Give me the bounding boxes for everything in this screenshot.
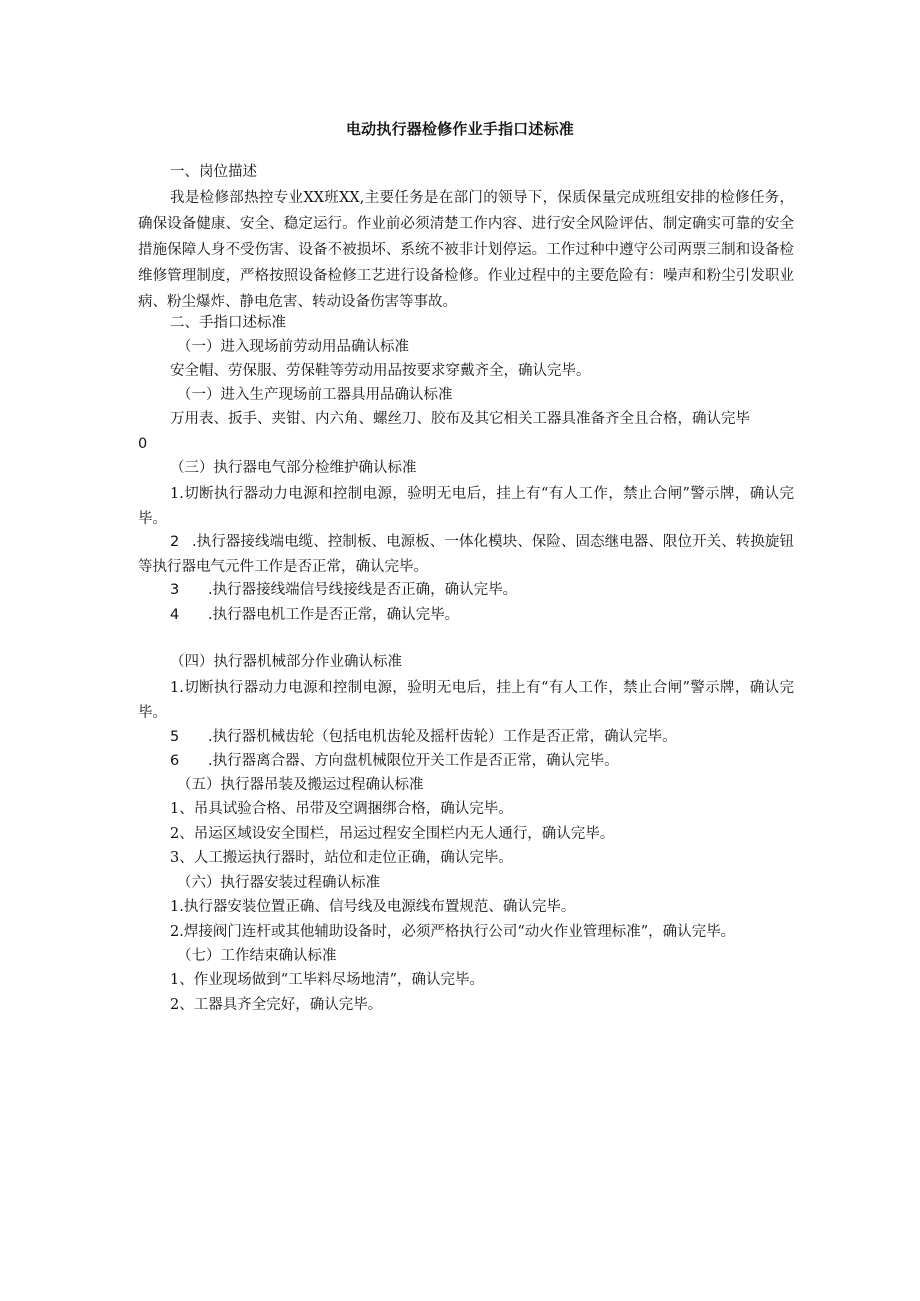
- subsection-3-item-4: .执行器电机工作是否正常，确认完毕。: [208, 607, 460, 623]
- subsection-4-item-1: 1.切断执行器动力电源和控制电源，验明无电后，挂上有“有人工作，禁止合闸”警示牌，确认完毕。: [138, 680, 794, 721]
- subsection-4-item-6-number: 6: [170, 753, 180, 769]
- subsection-5-item-2: 2、吊运区域设安全围栏，吊运过程安全围栏内无人通行，确认完毕。: [170, 826, 615, 842]
- subsection-6-item-1: 1.执行器安装位置正确、信号线及电源线布置规范、确认完毕。: [170, 899, 576, 915]
- section-1-heading: 一、岗位描述: [170, 164, 257, 180]
- subsection-6-item-2: 2.焊接阀门连杆或其他辅助设备时，必须严格执行公司“动火作业管理标准”，确认完毕。: [170, 924, 736, 940]
- subsection-2-line: 万用表、扳手、夹钳、内六角、螺丝刀、胶布及其它相关工器具准备齐全且合格，确认完毕: [170, 411, 750, 427]
- subsection-5-item-3: 3、人工搬运执行器时，站位和走位正确，确认完毕。: [170, 850, 513, 866]
- subsection-2-heading: （一）进入生产现场前工器具用品确认标准: [177, 387, 453, 403]
- subsection-3-item-2: .执行器接线端电缆、控制板、电源板、一体化模块、保险、固态继电器、限位开关、转换旋钮等执行器电气元件工作是否正常，确认完毕。: [138, 534, 794, 575]
- subsection-3-item-3: .执行器接线端信号线接线是否正确，确认完毕。: [208, 582, 518, 598]
- subsection-2-tail: 0: [138, 436, 148, 452]
- subsection-3-item-4-number: 4: [170, 607, 180, 623]
- subsection-7-heading: （七）工作结束确认标准: [177, 948, 337, 964]
- subsection-3-item-1: 1.切断执行器动力电源和控制电源，验明无电后，挂上有“有人工作，禁止合闸”警示牌，确认完毕。: [138, 486, 794, 527]
- section-1-body: 我是检修部热控专业XX班XX,主要任务是在部门的领导下，保质保量完成班组安排的检修任务，确保设备健康、安全、稳定运行。作业前必须清楚工作内容、进行安全风险评估、制定确实可靠的安全措施保障人身不受伤害、设备不被损坏、系统不被非计划停运。工作过种中遵守公司两票三制和设备检维修管理制度，严格按照设备检修工艺进行设备检修。作业过程中的主要危险有：噪声和粉尘引发职业病、粉尘爆炸、静电危害、转动设备伤害等事故。: [138, 190, 794, 310]
- subsection-6-heading: （六）执行器安装过程确认标准: [177, 875, 380, 891]
- subsection-4-heading: （四）执行器机械部分作业确认标准: [170, 654, 402, 670]
- section-2-heading: 二、手指口述标准: [170, 315, 286, 331]
- subsection-1-line: 安全帽、劳保服、劳保鞋等劳动用品按要求穿戴齐全，确认完毕。: [170, 363, 591, 379]
- subsection-3-item-3-number: 3: [170, 582, 180, 598]
- document-title: 电动执行器检修作业手指口述标准: [345, 120, 574, 138]
- subsection-7-item-1: 1、作业现场做到“工毕料尽场地清”，确认完毕。: [170, 972, 485, 988]
- subsection-5-item-1: 1、吊具试验合格、吊带及空调捆绑合格，确认完毕。: [170, 801, 513, 817]
- subsection-5-heading: （五）执行器吊装及搬运过程确认标准: [177, 777, 424, 793]
- subsection-4-item-6: .执行器离合器、方向盘机械限位开关工作是否正常，确认完毕。: [208, 753, 619, 769]
- subsection-7-item-2: 2、工器具齐全完好，确认完毕。: [170, 997, 383, 1013]
- subsection-3-item-2-number: 2: [170, 534, 180, 550]
- subsection-1-heading: （一）进入现场前劳动用品确认标准: [177, 339, 409, 355]
- subsection-4-item-5-number: 5: [170, 729, 180, 745]
- subsection-3-heading: （三）执行器电气部分检维护确认标准: [170, 460, 417, 476]
- subsection-4-item-5: .执行器机械齿轮（包括电机齿轮及摇杆齿轮）工作是否正常，确认完毕。: [208, 729, 677, 745]
